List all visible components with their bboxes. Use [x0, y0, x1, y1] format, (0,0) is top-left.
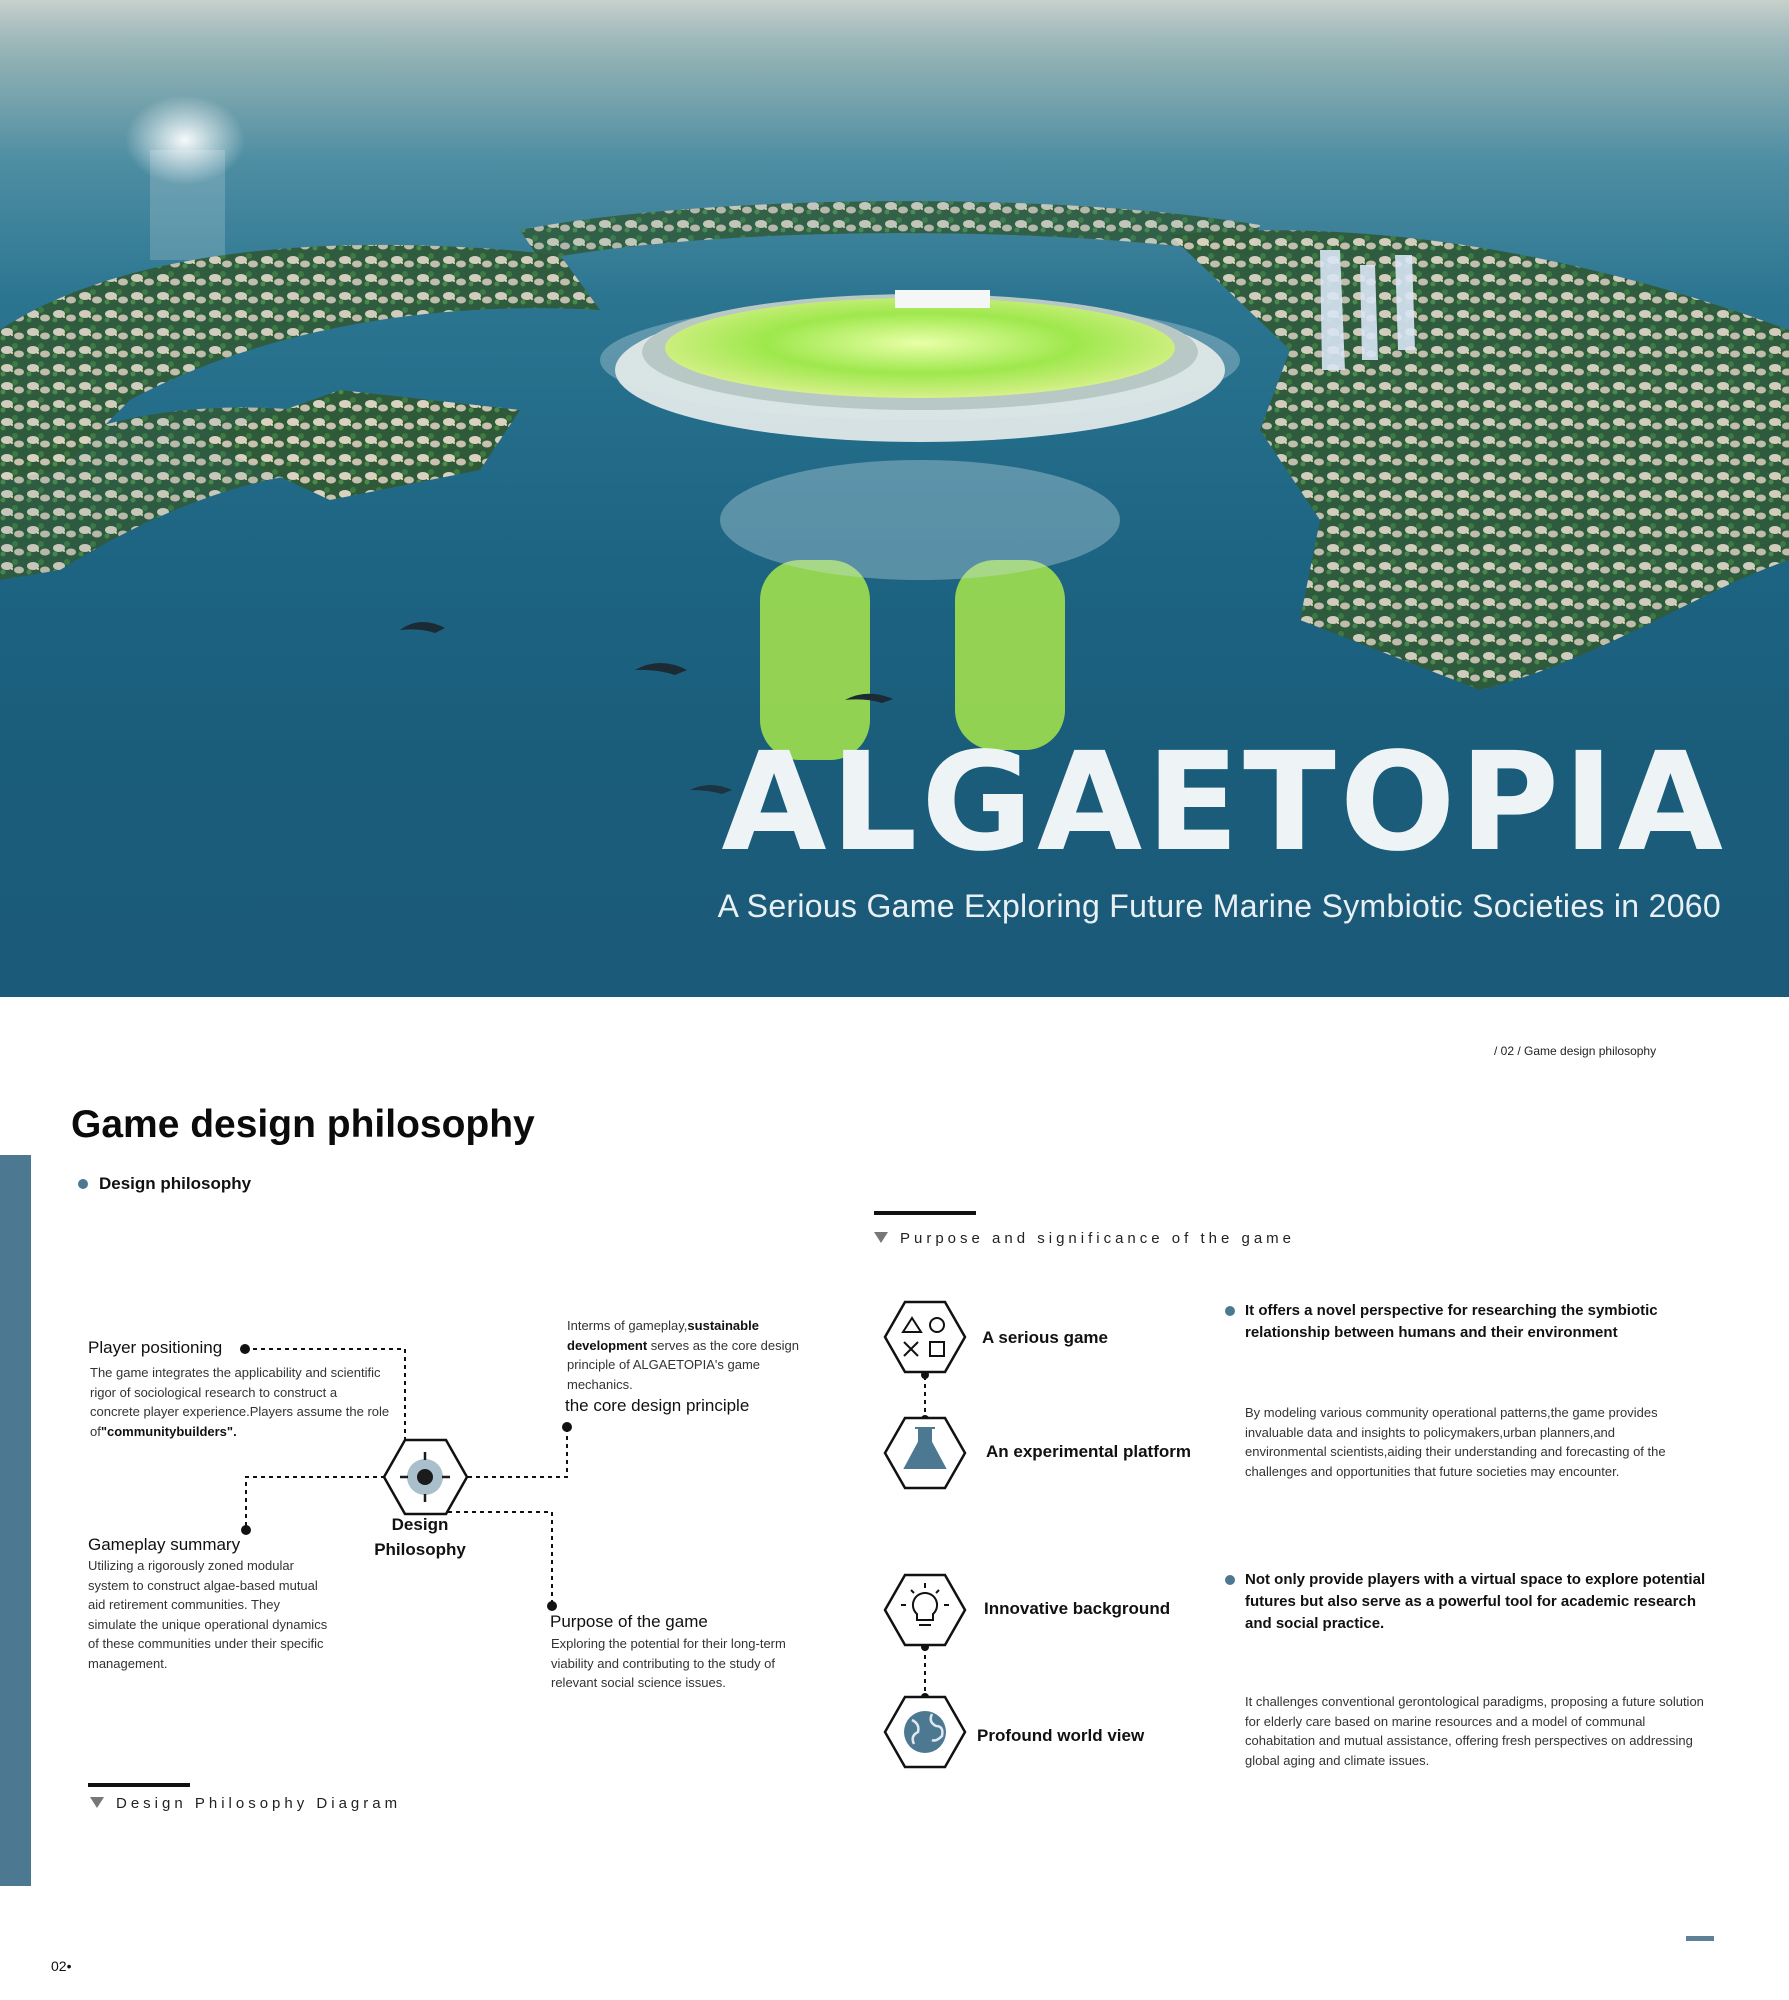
bullet-dot [1225, 1575, 1235, 1585]
significance-caption-text: Purpose and significance of the game [900, 1230, 1295, 1247]
significance-caption [874, 1230, 1295, 1247]
flask-icon [885, 1418, 965, 1488]
globe-icon [885, 1697, 965, 1767]
item-experimental-platform: An experimental platform [986, 1442, 1191, 1461]
bullet-dot [1225, 1306, 1235, 1316]
bullet-dot [78, 1179, 88, 1189]
gameplay-summary-text: Utilizing a rigorously zoned modular system to construct algae-based mutual aid retirement communities. They simulate the unique operational dynamics of these communities under their specific management. [88, 1558, 328, 1671]
item-profound-world-view: Profound world view [977, 1726, 1145, 1745]
page-title: Game design philosophy [71, 1103, 535, 1146]
side-accent-bar [0, 1155, 31, 1886]
core-principle-intro-post: serves as the core design principle of ALGAETOPIA's game mechanics. [567, 1337, 799, 1392]
breadcrumb: / 02 / Game design philosophy [1494, 1044, 1657, 1058]
page-number: 02• [51, 1958, 72, 1974]
triangle-icon [90, 1797, 104, 1808]
diagram-caption [90, 1795, 401, 1812]
item-innovative-background: Innovative background [984, 1599, 1171, 1618]
section-label-text: Design philosophy [99, 1174, 252, 1193]
core-principle-title: the core design principle [565, 1396, 750, 1415]
hub-label-line2: Philosophy [374, 1540, 466, 1559]
significance-point-1 [1225, 1300, 1675, 1344]
gamepad-symbols-icon [885, 1302, 965, 1372]
significance-point-2-text: Not only provide players with a virtual space to explore potential futures but also serve as a powerful tool for academic research and social practice. [1245, 1571, 1706, 1632]
core-principle-intro-bold: sustainable development [567, 1318, 759, 1353]
caption-rule [88, 1783, 190, 1787]
target-icon [384, 1440, 467, 1514]
player-positioning-text-main: The game integrates the applicability and scientific rigor of sociological research to construct a concrete player experience.Players assume the role of [90, 1365, 390, 1439]
player-positioning-text-bold: "communitybuilders". [100, 1423, 237, 1439]
lightbulb-icon [885, 1575, 965, 1645]
significance-point-2 [1225, 1569, 1715, 1635]
significance-desc-1: By modeling various community operational patterns,the game provides invaluable data and insights to policymakers,urban planners,and environmental scientists,aiding their understanding and forecasting of the challenges and opportunities that future societies may encounter. [1245, 1405, 1666, 1479]
item-serious-game: A serious game [982, 1328, 1108, 1347]
purpose-text: Exploring the potential for their long-term viability and contributing to the study of relevant social science issues. [551, 1636, 786, 1690]
player-positioning-text [90, 1363, 390, 1441]
gameplay-summary-title: Gameplay summary [88, 1535, 241, 1554]
hub-label [365, 1512, 475, 1562]
player-positioning-title: Player positioning [88, 1338, 223, 1357]
corner-dash [1686, 1936, 1714, 1941]
significance-rule [874, 1211, 976, 1215]
purpose-title: Purpose of the game [550, 1612, 708, 1631]
triangle-icon [874, 1232, 888, 1243]
hero-banner [0, 0, 1789, 997]
diagram-caption-text: Design Philosophy Diagram [116, 1795, 402, 1812]
significance-desc-2: It challenges conventional gerontological paradigms, proposing a future solution for elderly care based on marine resources and a model of communal cohabitation and mutual assistance, offering fresh perspectives on addressing global aging and climate issues. [1245, 1694, 1704, 1768]
core-principle-intro [567, 1316, 827, 1394]
hero-subtitle: A Serious Game Exploring Future Marine Symbiotic Societies in 2060 [717, 888, 1721, 924]
hero-title: ALGAETOPIA [721, 724, 1727, 882]
significance-point-1-text: It offers a novel perspective for researching the symbiotic relationship between humans and their environment [1245, 1302, 1658, 1341]
core-principle-intro-pre: Interms of gameplay, [567, 1318, 688, 1333]
hub-label-line1: Design [391, 1515, 449, 1534]
